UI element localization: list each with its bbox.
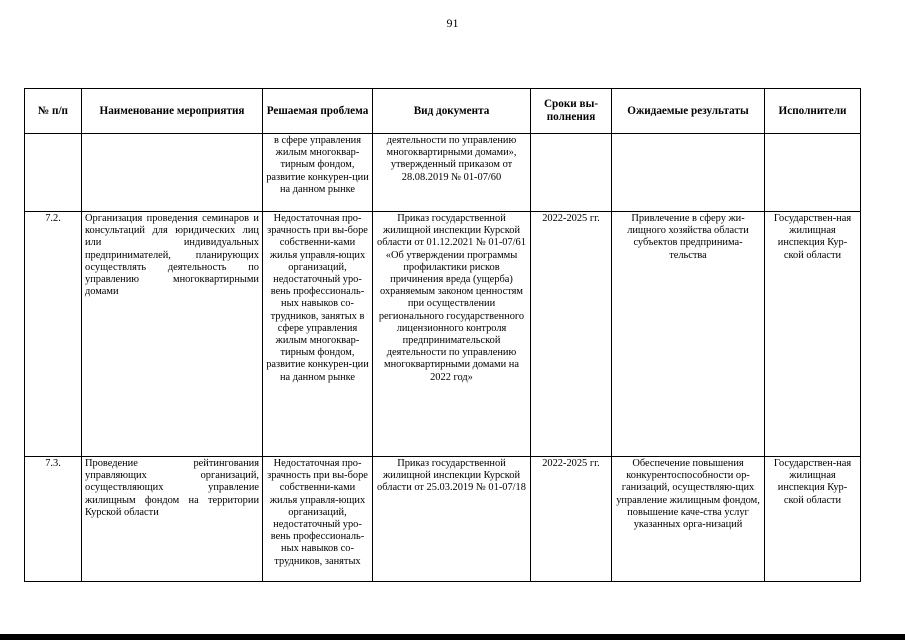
row-problem: в сфере управления жилым многоквар-тирным фондом, развитие конкурен-ции на данном рынке xyxy=(263,134,373,212)
row-results: Привлечение в сферу жи-лищного хозяйства области субъектов предпринима-тельства xyxy=(612,212,765,457)
row-results: Обеспечение повышения конкурентоспособности ор-ганизаций, осуществляю-щих управление жилищным фондом, повышение каче-ства услуг указанных орга-низаций xyxy=(612,457,765,582)
header-doc: Вид документа xyxy=(373,89,531,134)
row-doc: деятельности по управлению многоквартирными домами», утвержденный приказом от 28.08.2019 № 01-07/60 xyxy=(373,134,531,212)
table-row xyxy=(25,457,861,582)
table-row xyxy=(25,212,861,457)
row-term: 2022-2025 гг. xyxy=(531,457,612,582)
row-name xyxy=(82,134,263,212)
header-num: № п/п xyxy=(25,89,82,134)
row-doc: Приказ государственной жилищной инспекции Курской области от 01.12.2021 № 01-07/61 «Об утверждении программы профилактики рисков причинения вреда (ущерба) охраняемым законом ценностям при осуществлении регионального государственного лицензионного контроля предпринимательской деятельности по управлению многоквартирными домами на 2022 год» xyxy=(373,212,531,457)
row-num xyxy=(25,134,82,212)
table-header-row xyxy=(25,89,861,134)
row-num: 7.3. xyxy=(25,457,82,582)
table-row xyxy=(25,134,861,212)
header-executors: Исполнители xyxy=(765,89,861,134)
row-doc: Приказ государственной жилищной инспекции Курской области от 25.03.2019 № 01-07/18 xyxy=(373,457,531,582)
row-term xyxy=(531,134,612,212)
row-name: Организация проведения семинаров и консультаций для юридических лиц или индивидуальных предпринимателей, планирующих осуществлять деятельность по управлению многоквартирными домами xyxy=(82,212,263,457)
row-problem: Недостаточная про-зрачность при вы-боре собственни-ками жилья управля-ющих организаций, недостаточный уро-вень профессиональ-ных навыков со-трудников, занятых xyxy=(263,457,373,582)
measures-table xyxy=(24,88,861,582)
row-executors xyxy=(765,134,861,212)
page-number: 91 xyxy=(446,16,459,30)
header-name: Наименование мероприятия xyxy=(82,89,263,134)
row-executors: Государствен-ная жилищная инспекция Кур-ской области xyxy=(765,457,861,582)
header-term: Сроки вы-полнения xyxy=(531,89,612,134)
header-problem: Решаемая проблема xyxy=(263,89,373,134)
row-num: 7.2. xyxy=(25,212,82,457)
row-executors: Государствен-ная жилищная инспекция Кур-ской области xyxy=(765,212,861,457)
scan-edge-shadow xyxy=(0,634,905,640)
header-results: Ожидаемые результаты xyxy=(612,89,765,134)
row-results xyxy=(612,134,765,212)
row-problem: Недостаточная про-зрачность при вы-боре собственни-ками жилья управля-ющих организаций, недостаточный уро-вень профессиональ-ных навыков со-трудников, занятых в сфере управления жилым многоквар-тирным фондом, развитие конкурен-ции на данном рынке xyxy=(263,212,373,457)
row-name: Проведение рейтингования управляющих организаций, осуществляющих управление жилищным фондом на территории Курской области xyxy=(82,457,263,582)
row-term: 2022-2025 гг. xyxy=(531,212,612,457)
